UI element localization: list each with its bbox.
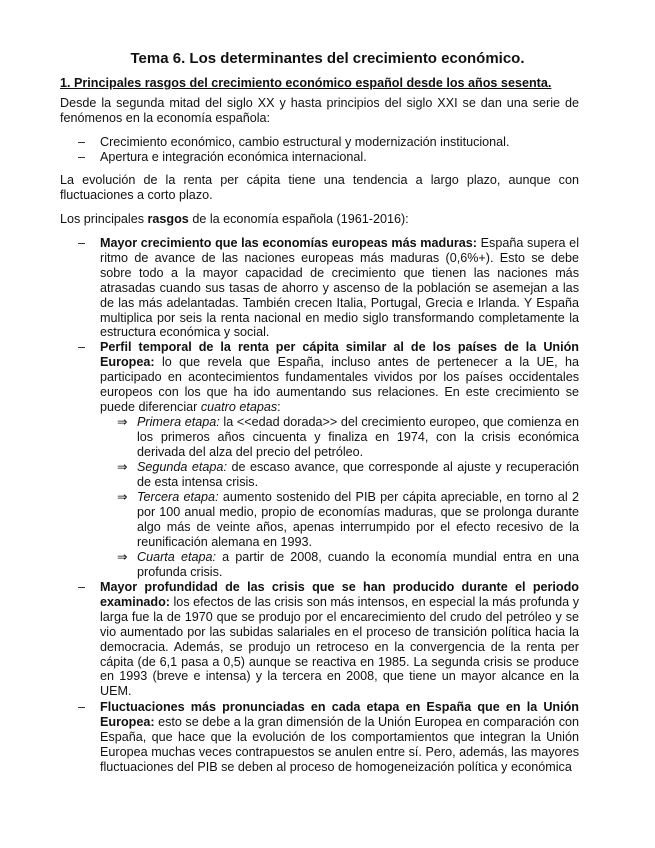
dash-bullet: – [78,580,86,594]
arrow-bullet: ⇒ [117,460,128,474]
etapa-item: ⇒ Segunda etapa: de escaso avance, que corresponde al ajuste y recuperación de esta intensa crisis. [117,460,580,489]
evolution-paragraph: La evolución de la renta per cápita tiene una tendencia a largo plazo, aunque con fluctuaciones a corto plazo. [60,173,579,202]
phenomena-list-item: – Crecimiento económico, cambio estructural y modernización institucional. [78,135,510,149]
rasgo-heading: Perfil temporal de la renta per cápita similar al de los países de la Unión Europea: [100,340,579,369]
dash-bullet: – [78,340,86,354]
dash-bullet: – [78,135,86,149]
rasgos-intro: Los principales rasgos de la economía española (1961-2016): [60,212,409,226]
etapa-item: ⇒ Tercera etapa: aumento sostenido del PIB per cápita apreciable, en torno al 2 por 100 anual medio, propio de economías maduras, que se prolonga durante algo más de veinte años, apenas interrumpido por el efecto recesivo de la reunificación alemana en 1993. [117,490,579,549]
etapa-label: Tercera etapa: [137,490,219,504]
rasgo-item: – Mayor profundidad de las crisis que se han producido durante el periodo examinado: los efectos de las crisis son más intensos, en especial la más profunda y larga fue la de 1970 que se produjo por el encarecimiento del crudo del petróleo y se vio aumentado por las subidas salariales en el proceso de transición política hacia la democracia. Además, se produjo un retroceso en la convergencia de la renta per cápita (de 6,1 pasa a 0,5) aunque se reactiva en 1985. La segunda crisis se produce en 1993 (breve e intensa) y la tercera en 2008, que tiene un mayor alcance en la UEM. [78,580,579,699]
dash-bullet: – [78,150,86,164]
intro-paragraph: Desde la segunda mitad del siglo XX y hasta principios del siglo XXI se dan una serie de fenómenos en la economía española: [60,96,579,125]
rasgo-item: – Mayor crecimiento que las economías europeas más maduras: España supera el ritmo de avance de las naciones europeas más maduras (0,6%+). Esto se debe sobre todo a la mayor capacidad de crecimiento que tienen las naciones más atrasadas cuando sus tasas de ahorro y ascenso de la población se asemejan a las de las más adelantadas. También crecen Italia, Portugal, Grecia e Irlanda. Y España multiplica por seis la renta nacional en medio siglo transformando completamente la estructura económica y social. [78,236,579,340]
etapa-label: Cuarta etapa: [137,550,216,564]
rasgo-item: – Fluctuaciones más pronunciadas en cada etapa en España que en la Unión Europea: esto se debe a la gran dimensión de la Unión Europea en comparación con España, que hace que la evolución de los comportamientos que integran la Unión Europea muchas veces contrapuestos se anulen entre sí. Pero, además, las mayores fluctuaciones del PIB se deben al proceso de homogeneización política y económica [78,700,579,774]
document-title: Tema 6. Los determinantes del crecimiento económico. [130,50,525,67]
etapa-label: Primera etapa: [137,415,220,429]
etapa-item: ⇒ Cuarta etapa: a partir de 2008, cuando la economía mundial entra en una profunda crisis. [117,550,579,579]
rasgo-heading: Mayor crecimiento que las economías europeas más maduras: [100,236,477,250]
etapa-label: Segunda etapa: [137,460,227,474]
arrow-bullet: ⇒ [117,490,128,504]
rasgo-item: – Perfil temporal de la renta per cápita similar al de los países de la Unión Europea: lo que revela que España, incluso antes de pertenecer a la UE, ha participado en acontecimientos fundamentales vividos por los países occidentales europeos con los que ha ido aumentando sus relaciones. En este crecimiento se puede diferenciar cuatro etapas: [78,340,579,414]
arrow-bullet: ⇒ [117,415,128,429]
rasgo-heading: Mayor profundidad de las crisis que se han producido durante el periodo examinado: [100,580,579,609]
section-heading: 1. Principales rasgos del crecimiento económico español desde los años sesenta. [60,76,552,90]
dash-bullet: – [78,236,86,250]
dash-bullet: – [78,700,86,714]
etapa-item: ⇒ Primera etapa: la <<edad dorada>> del crecimiento europeo, que comienza en los primeros años cincuenta y finaliza en 1974, con la crisis económica derivada del alza del precio del petróleo. [117,415,579,459]
rasgo-heading: Fluctuaciones más pronunciadas en cada etapa en España que en la Unión Europea: [100,700,579,729]
phenomena-list-item: – Apertura e integración económica internacional. [78,150,367,164]
arrow-bullet: ⇒ [117,550,128,564]
